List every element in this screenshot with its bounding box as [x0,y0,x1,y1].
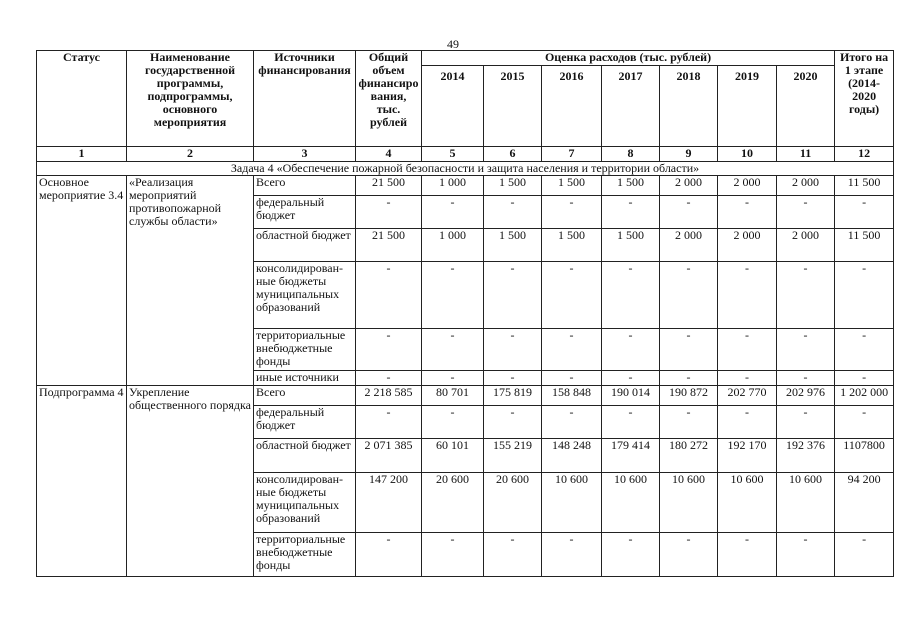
column-number: 3 [254,147,356,162]
amount-cell: 2 000 [718,176,777,196]
header-total: Общий объем финансиро вания, тыс. рублей [356,51,422,147]
amount-cell: - [718,533,777,577]
amount-cell: 158 848 [542,386,602,406]
amount-cell: - [835,533,894,577]
budget-table [36,50,894,577]
header-year: 2015 [484,66,542,147]
header-year: 2018 [660,66,718,147]
amount-cell: 1 500 [542,229,602,262]
header-year: 2019 [718,66,777,147]
funding-source: территориальные внебюджетные фонды [254,329,356,371]
page-number: 49 [447,37,459,51]
amount-cell: - [835,329,894,371]
amount-cell: 2 000 [660,176,718,196]
amount-cell: 202 770 [718,386,777,406]
amount-cell: - [660,371,718,386]
amount-cell: - [602,371,660,386]
header-year: 2017 [602,66,660,147]
amount-cell: 202 976 [777,386,835,406]
amount-cell: 1 000 [422,176,484,196]
header-year: 2016 [542,66,602,147]
amount-cell: 147 200 [356,473,422,533]
amount-cell: - [718,329,777,371]
amount-cell: - [602,329,660,371]
amount-cell: 2 000 [660,229,718,262]
row-program-name: Укрепление общественного порядка [127,386,254,577]
amount-cell: - [602,262,660,329]
task-row [37,162,894,176]
column-number: 9 [660,147,718,162]
column-number: 1 [37,147,127,162]
amount-cell: - [542,406,602,439]
column-number: 10 [718,147,777,162]
table-row [37,176,894,196]
amount-cell: 20 600 [484,473,542,533]
amount-cell: - [484,262,542,329]
funding-source: федеральный бюджет [254,196,356,229]
column-number: 2 [127,147,254,162]
amount-cell: 192 170 [718,439,777,473]
amount-cell: - [422,262,484,329]
amount-cell: - [356,371,422,386]
funding-source: федеральный бюджет [254,406,356,439]
column-numbers-row [37,147,894,162]
amount-cell: - [602,406,660,439]
amount-cell: 2 071 385 [356,439,422,473]
amount-cell: - [777,262,835,329]
amount-cell: - [660,196,718,229]
header-name: Наименование государственной программы, подпрограммы, основного мероприятия [127,51,254,147]
amount-cell: - [542,533,602,577]
amount-cell: - [356,533,422,577]
amount-cell: 10 600 [542,473,602,533]
amount-cell: 11 500 [835,176,894,196]
amount-cell: - [835,196,894,229]
amount-cell: - [542,262,602,329]
amount-cell: - [356,196,422,229]
funding-source: территориальные внебюджетные фонды [254,533,356,577]
amount-cell: - [484,533,542,577]
funding-source: консолидирован-ные бюджеты муниципальных образований [254,262,356,329]
amount-cell: 1 500 [542,176,602,196]
amount-cell: 10 600 [660,473,718,533]
column-number: 11 [777,147,835,162]
amount-cell: 20 600 [422,473,484,533]
column-number: 7 [542,147,602,162]
amount-cell: 10 600 [718,473,777,533]
amount-cell: - [660,262,718,329]
column-number: 8 [602,147,660,162]
header-year: 2014 [422,66,484,147]
amount-cell: 155 219 [484,439,542,473]
amount-cell: - [422,533,484,577]
row-status: Основное мероприятие 3.4 [37,176,127,386]
amount-cell: - [718,196,777,229]
amount-cell: 10 600 [777,473,835,533]
amount-cell: 1 202 000 [835,386,894,406]
amount-cell: - [835,406,894,439]
amount-cell: 192 376 [777,439,835,473]
amount-cell: - [777,406,835,439]
amount-cell: 1 500 [484,229,542,262]
amount-cell: - [422,406,484,439]
amount-cell: - [422,371,484,386]
column-number: 6 [484,147,542,162]
task-title: Задача 4 «Обеспечение пожарной безопасности и защита населения и территории области» [37,162,894,176]
amount-cell: 148 248 [542,439,602,473]
amount-cell: - [542,371,602,386]
amount-cell: - [356,406,422,439]
header-estimate: Оценка расходов (тыс. рублей) [422,51,835,66]
amount-cell: - [484,329,542,371]
amount-cell: - [484,371,542,386]
header-status: Статус [37,51,127,147]
amount-cell: - [484,406,542,439]
amount-cell: - [835,371,894,386]
amount-cell: - [660,329,718,371]
amount-cell: - [422,196,484,229]
header-stage-total: Итого на 1 этапе (2014-2020 годы) [835,51,894,147]
row-program-name: «Реализация мероприятий противопожарной службы области» [127,176,254,386]
amount-cell: 190 014 [602,386,660,406]
funding-source: областной бюджет [254,229,356,262]
amount-cell: - [660,533,718,577]
amount-cell: - [777,533,835,577]
amount-cell: - [660,406,718,439]
amount-cell: 21 500 [356,176,422,196]
amount-cell: 179 414 [602,439,660,473]
amount-cell: 1 000 [422,229,484,262]
amount-cell: 1 500 [602,229,660,262]
table-body [37,162,894,577]
amount-cell: - [484,196,542,229]
amount-cell: 2 000 [777,229,835,262]
amount-cell: 2 218 585 [356,386,422,406]
amount-cell: 94 200 [835,473,894,533]
header-row-1 [37,51,894,66]
amount-cell: 80 701 [422,386,484,406]
amount-cell: - [718,371,777,386]
amount-cell: 1 500 [484,176,542,196]
amount-cell: 175 819 [484,386,542,406]
column-number: 4 [356,147,422,162]
amount-cell: 11 500 [835,229,894,262]
header-year: 2020 [777,66,835,147]
amount-cell: - [777,329,835,371]
funding-source: Всего [254,176,356,196]
funding-source: Всего [254,386,356,406]
amount-cell: - [356,329,422,371]
amount-cell: 60 101 [422,439,484,473]
amount-cell: 190 872 [660,386,718,406]
amount-cell: 1107800 [835,439,894,473]
amount-cell: 1 500 [602,176,660,196]
amount-cell: 180 272 [660,439,718,473]
amount-cell: - [835,262,894,329]
amount-cell: 21 500 [356,229,422,262]
amount-cell: - [777,196,835,229]
amount-cell: 2 000 [718,229,777,262]
amount-cell: 10 600 [602,473,660,533]
column-number: 5 [422,147,484,162]
funding-source: областной бюджет [254,439,356,473]
row-status: Подпрограмма 4 [37,386,127,577]
amount-cell: - [602,533,660,577]
table-row [37,386,894,406]
amount-cell: - [542,196,602,229]
amount-cell: - [422,329,484,371]
funding-source: иные источники [254,371,356,386]
amount-cell: 2 000 [777,176,835,196]
funding-source: консолидирован-ные бюджеты муниципальных образований [254,473,356,533]
amount-cell: - [542,329,602,371]
amount-cell: - [777,371,835,386]
column-number: 12 [835,147,894,162]
header-sources: Источники финансирования [254,51,356,147]
amount-cell: - [356,262,422,329]
amount-cell: - [718,406,777,439]
amount-cell: - [602,196,660,229]
amount-cell: - [718,262,777,329]
